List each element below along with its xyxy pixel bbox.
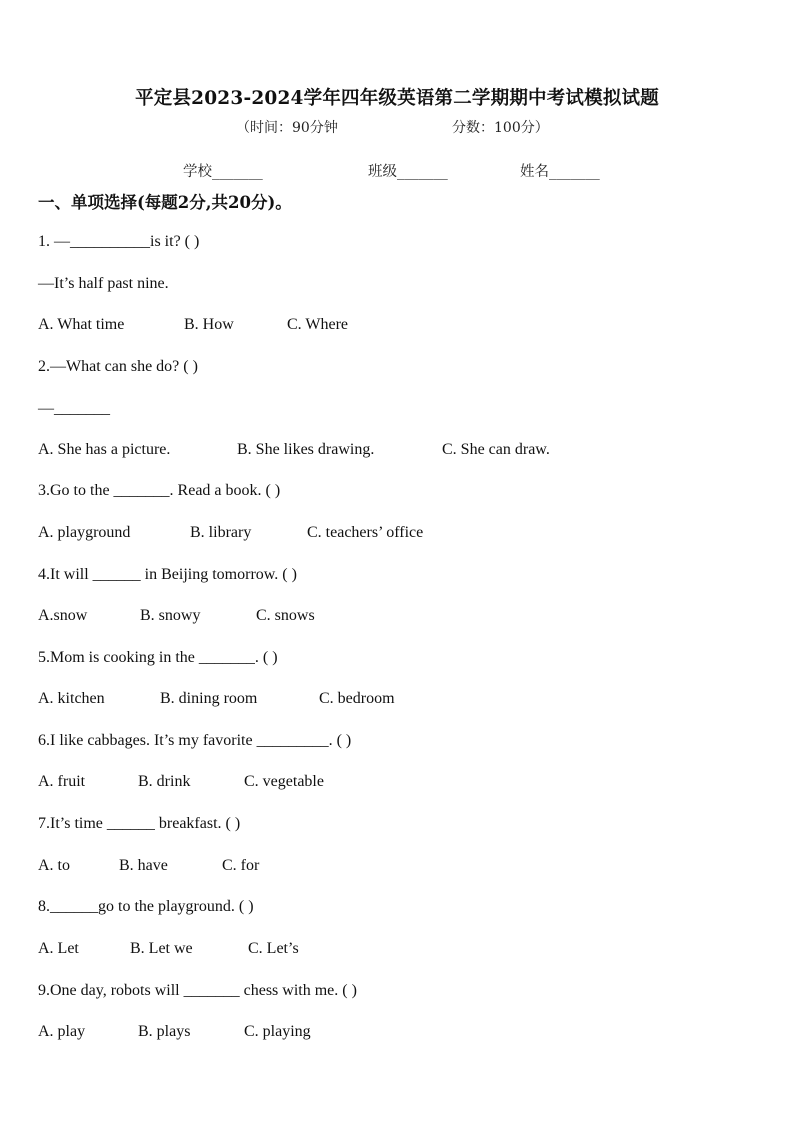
question-stem: 7.It’s time ______ breakfast. ( ): [38, 815, 241, 832]
option-c: C. She can draw.: [442, 441, 550, 458]
option-a: A. She has a picture.: [38, 441, 171, 458]
option-b: B. dining room: [160, 690, 258, 707]
option-c: C. Where: [287, 316, 349, 333]
options-row: [38, 940, 758, 962]
question-extra: —_______: [38, 400, 110, 417]
option-b: B. snowy: [140, 607, 201, 624]
option-b: B. have: [119, 857, 168, 874]
question-stem: 9.One day, robots will _______ chess with me. ( ): [38, 982, 357, 999]
option-b: B. How: [184, 316, 234, 333]
option-a: A. to: [38, 857, 70, 874]
option-c: C. teachers’ office: [307, 524, 424, 541]
options-row: [38, 1023, 758, 1045]
option-a: A.snow: [38, 607, 88, 624]
question-stem: 1. —__________is it? ( ): [38, 233, 200, 250]
section-heading: 一、单项选择(每题2分,共20分)。: [38, 193, 292, 212]
option-a: A. playground: [38, 524, 131, 541]
question-stem: 5.Mom is cooking in the _______. ( ): [38, 649, 278, 666]
page-title: 平定县2023-2024学年四年级英语第二学期期中考试模拟试题: [135, 88, 659, 109]
option-b: B. plays: [138, 1023, 191, 1040]
class-field: 班级_______: [368, 164, 448, 180]
options-row: [38, 524, 758, 546]
options-row: [38, 773, 758, 795]
name-field: 姓名_______: [520, 164, 600, 180]
options-row: [38, 690, 758, 712]
option-c: C. Let’s: [248, 940, 299, 957]
option-a: A. Let: [38, 940, 79, 957]
exam-time: （时间：90分钟: [236, 120, 338, 136]
question-stem: 8.______go to the playground. ( ): [38, 898, 254, 915]
options-row: [38, 607, 758, 629]
exam-score: 分数：100分）: [452, 120, 549, 136]
option-a: A. play: [38, 1023, 86, 1040]
option-c: C. vegetable: [244, 773, 324, 790]
option-c: C. for: [222, 857, 260, 874]
school-field: 学校_______: [183, 164, 263, 180]
question-stem: 3.Go to the _______. Read a book. ( ): [38, 482, 281, 499]
option-c: C. snows: [256, 607, 315, 624]
option-c: C. bedroom: [319, 690, 395, 707]
option-b: B. library: [190, 524, 252, 541]
options-row: [38, 857, 758, 879]
options-row: [38, 441, 758, 463]
option-b: B. She likes drawing.: [237, 441, 375, 458]
option-a: A. fruit: [38, 773, 86, 790]
question-stem: 4.It will ______ in Beijing tomorrow. ( ): [38, 566, 297, 583]
option-a: A. kitchen: [38, 690, 105, 707]
option-a: A. What time: [38, 316, 125, 333]
options-row: [38, 316, 758, 338]
option-c: C. playing: [244, 1023, 311, 1040]
question-stem: 2.—What can she do? ( ): [38, 358, 198, 375]
option-b: B. drink: [138, 773, 191, 790]
question-stem: 6.I like cabbages. It’s my favorite _________. ( ): [38, 732, 352, 749]
option-b: B. Let we: [130, 940, 193, 957]
question-extra: —It’s half past nine.: [38, 275, 169, 292]
